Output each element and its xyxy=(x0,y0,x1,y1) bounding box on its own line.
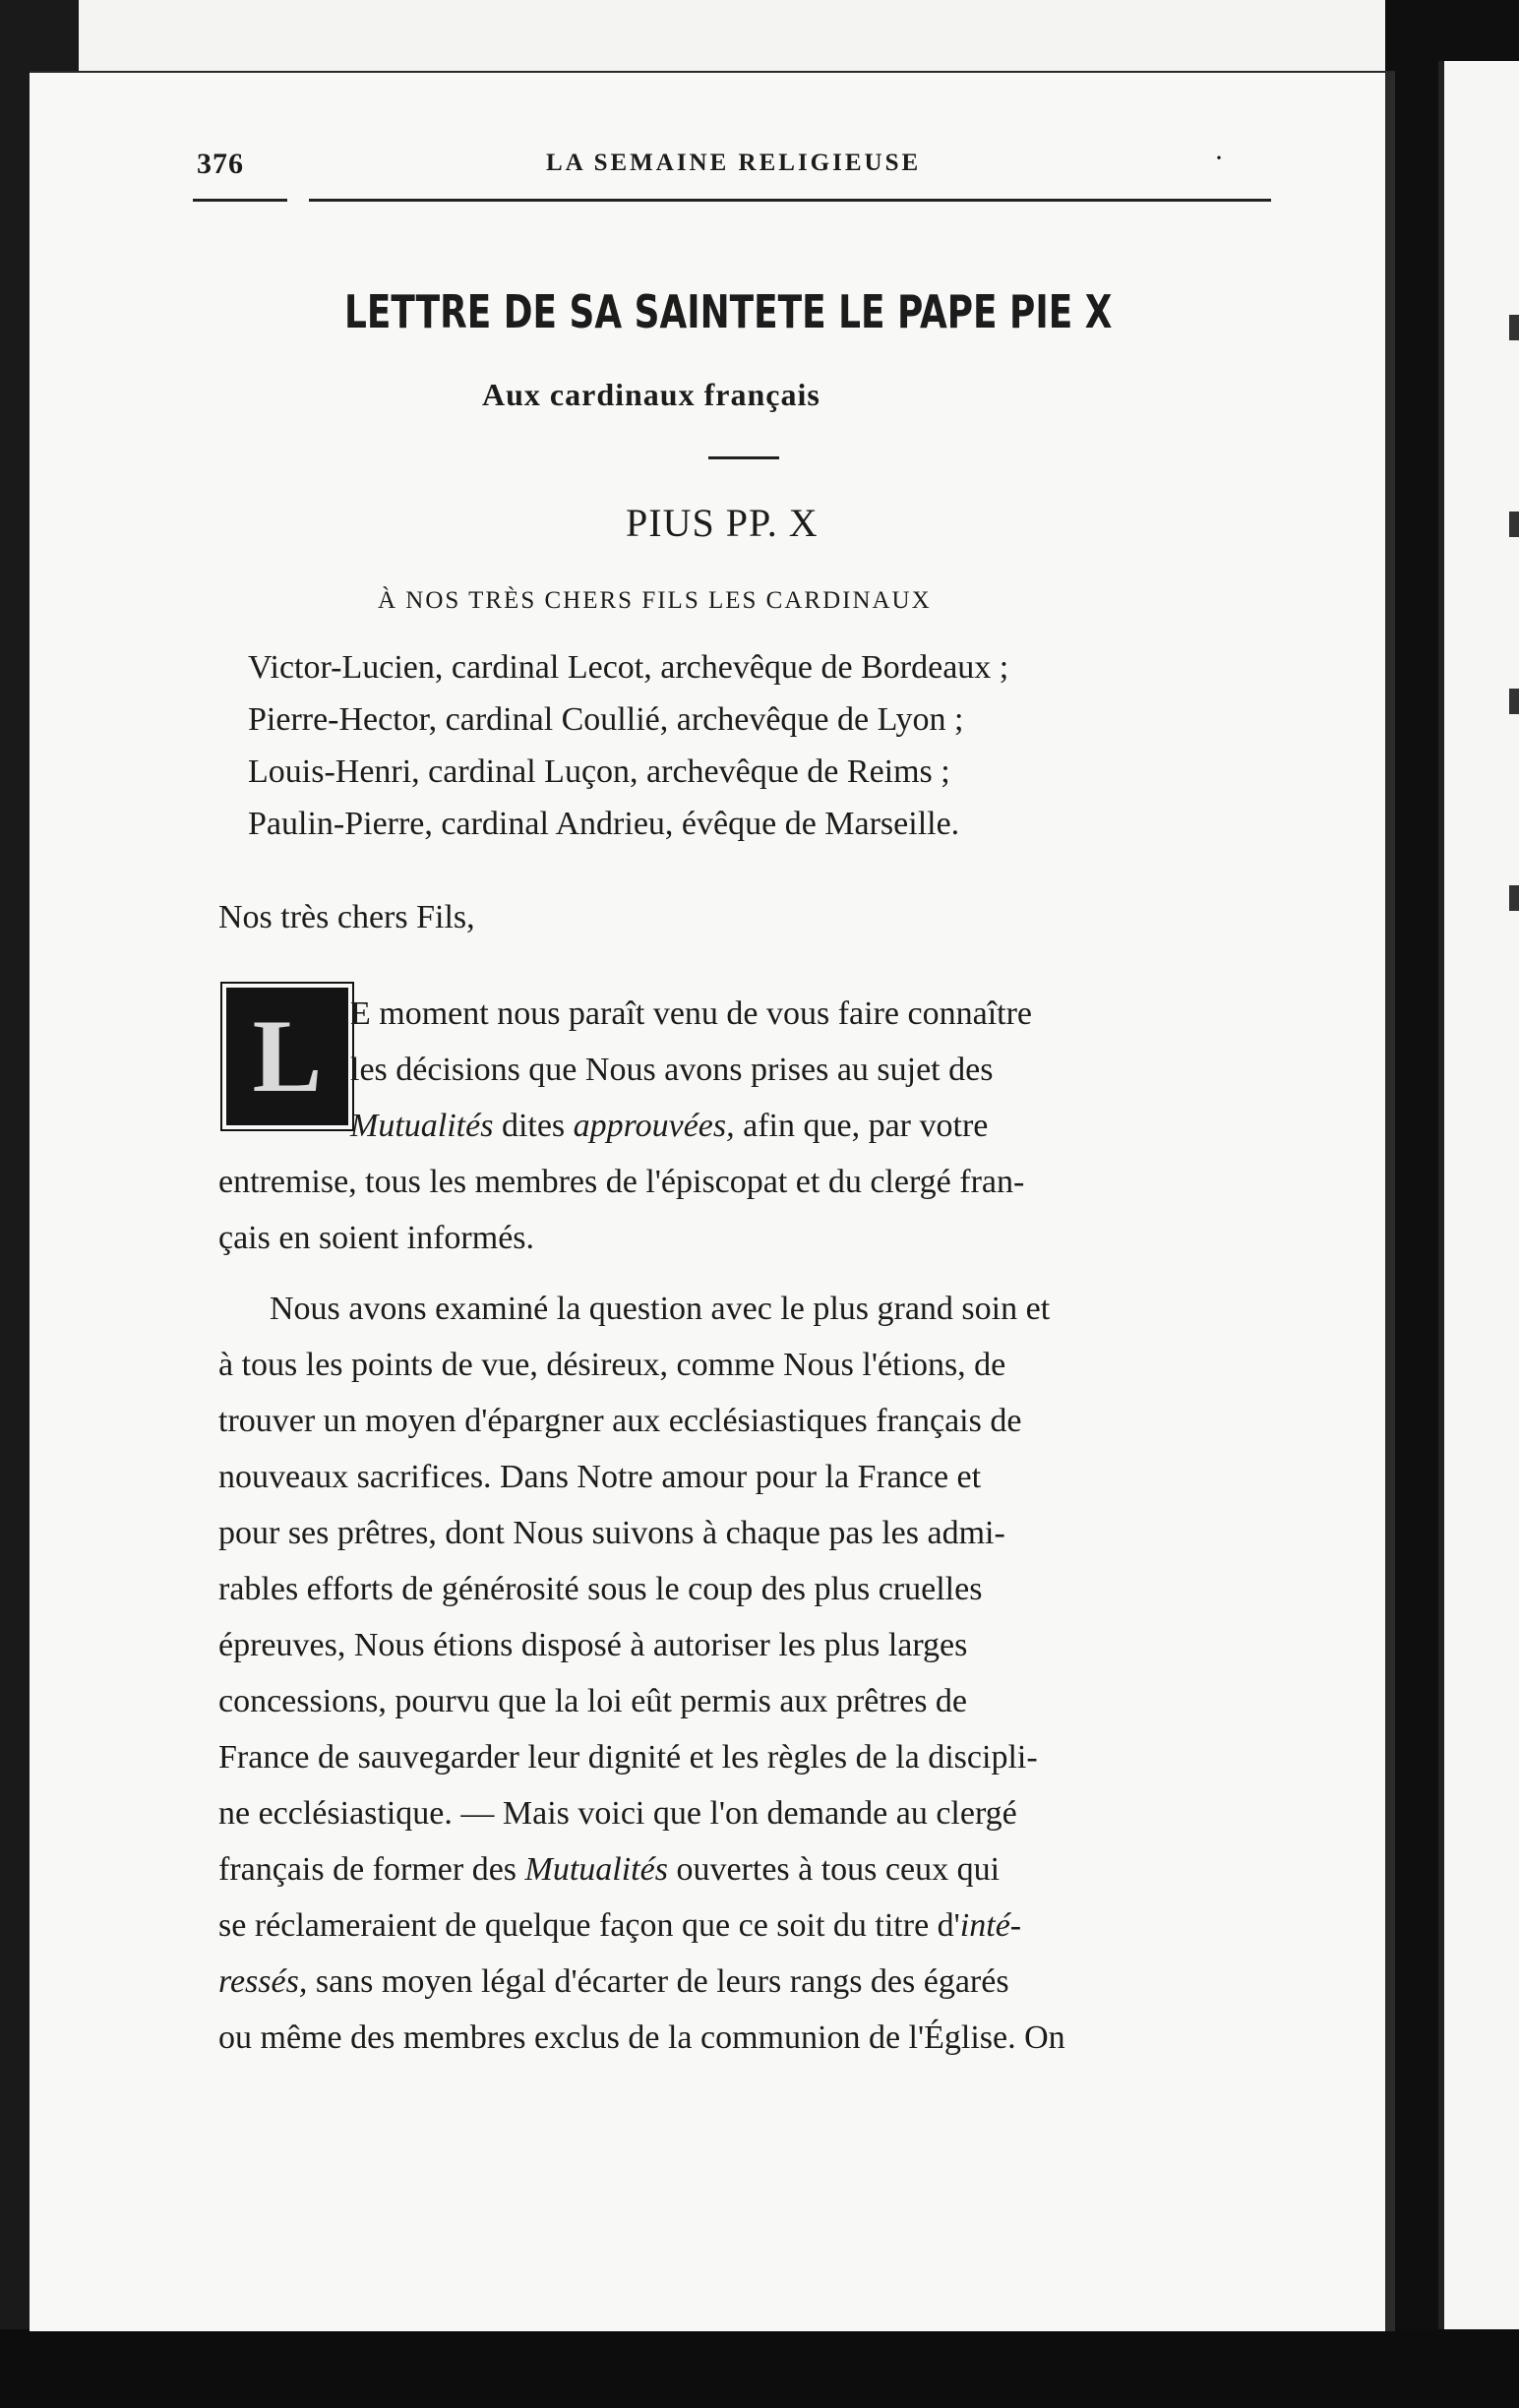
header-dot: · xyxy=(1214,142,1224,174)
paragraph-1 xyxy=(218,986,1032,1266)
adjacent-page-mark xyxy=(1509,885,1519,911)
paragraph-2 xyxy=(218,1281,1065,2066)
cardinal-line: Pierre-Hector, cardinal Coullié, archevêque de Lyon ; xyxy=(248,701,964,738)
text-line xyxy=(218,1841,1065,1897)
text-line: entremise, tous les membres de l'épiscopat et du clergé fran- xyxy=(218,1164,1025,1200)
adjacent-page-mark xyxy=(1509,689,1519,714)
page-number: 376 xyxy=(197,148,244,180)
scan-edge-left xyxy=(0,0,30,2408)
text-line: pour ses prêtres, dont Nous suivons à chaque pas les admi- xyxy=(218,1515,1005,1551)
text-line: Nous avons examiné la question avec le plus grand soin et xyxy=(270,1291,1051,1327)
text-span: français de former des xyxy=(218,1851,525,1888)
italic-term: Mutualités xyxy=(524,1851,668,1888)
header-rule-gap xyxy=(287,199,309,202)
text-line: ou même des membres exclus de la communion de l'Église. On xyxy=(218,2019,1065,2056)
text-span: se réclameraient de quelque façon que ce soit du titre d' xyxy=(218,1907,960,1944)
text-line: trouver un moyen d'épargner aux ecclésiastiques français de xyxy=(218,1403,1022,1439)
text-line: les décisions que Nous avons prises au sujet des xyxy=(350,1052,994,1088)
italic-term: approuvées, xyxy=(573,1108,735,1144)
cardinal-line: Louis-Henri, cardinal Luçon, archevêque de Reims ; xyxy=(248,753,950,790)
text-span: ouvertes à tous ceux qui xyxy=(667,1851,1001,1888)
text-line: çais en soient informés. xyxy=(218,1220,535,1256)
text-line: ne ecclésiastique. — Mais voici que l'on demande au clergé xyxy=(218,1795,1017,1832)
scan-edge-bottom xyxy=(0,2329,1519,2408)
italic-term: inté- xyxy=(959,1907,1022,1944)
cardinal-line: Victor-Lucien, cardinal Lecot, archevêque de Bordeaux ; xyxy=(248,649,1009,686)
text-line: France de sauvegarder leur dignité et les règles de la discipli- xyxy=(218,1739,1038,1776)
text-line xyxy=(218,1098,1032,1154)
text-line xyxy=(218,1954,1065,2010)
text-span: sans moyen légal d'écarter de leurs rangs des égarés xyxy=(307,1963,1009,2000)
text-line: à tous les points de vue, désireux, comme Nous l'étions, de xyxy=(218,1347,1006,1383)
cardinals-list xyxy=(248,641,1008,850)
header-rule xyxy=(193,199,1271,202)
title-separator xyxy=(708,456,779,459)
text-line: E moment nous paraît venu de vous faire connaître xyxy=(350,995,1032,1032)
italic-term: Mutualités xyxy=(350,1108,494,1144)
drop-initial-letter: L xyxy=(252,998,323,1114)
letter-subtitle: Aux cardinaux français xyxy=(482,377,820,412)
adjacent-page xyxy=(1438,61,1519,2353)
text-line: rables efforts de générosité sous le coup des plus cruelles xyxy=(218,1571,983,1607)
addressees-heading: À NOS TRÈS CHERS FILS LES CARDINAUX xyxy=(378,587,932,614)
text-line xyxy=(218,1897,1065,1954)
text-line: épreuves, Nous étions disposé à autoriser les plus larges xyxy=(218,1627,968,1663)
pope-name: PIUS PP. X xyxy=(626,501,819,545)
salutation: Nos très chers Fils, xyxy=(218,899,475,935)
italic-term: ressés, xyxy=(218,1963,308,2000)
adjacent-page-mark xyxy=(1509,512,1519,537)
text-span: afin que, par votre xyxy=(734,1108,989,1144)
adjacent-page-mark xyxy=(1509,315,1519,340)
text-line: concessions, pourvu que la loi eût permis aux prêtres de xyxy=(218,1683,968,1719)
cardinal-line: Paulin-Pierre, cardinal Andrieu, évêque de Marseille. xyxy=(248,806,960,842)
text-line: nouveaux sacrifices. Dans Notre amour pour la France et xyxy=(218,1459,982,1495)
letter-title: LETTRE DE SA SAINTETE LE PAPE PIE X xyxy=(344,285,1113,338)
running-head: LA SEMAINE RELIGIEUSE xyxy=(546,150,922,176)
text-span: dites xyxy=(493,1108,574,1144)
